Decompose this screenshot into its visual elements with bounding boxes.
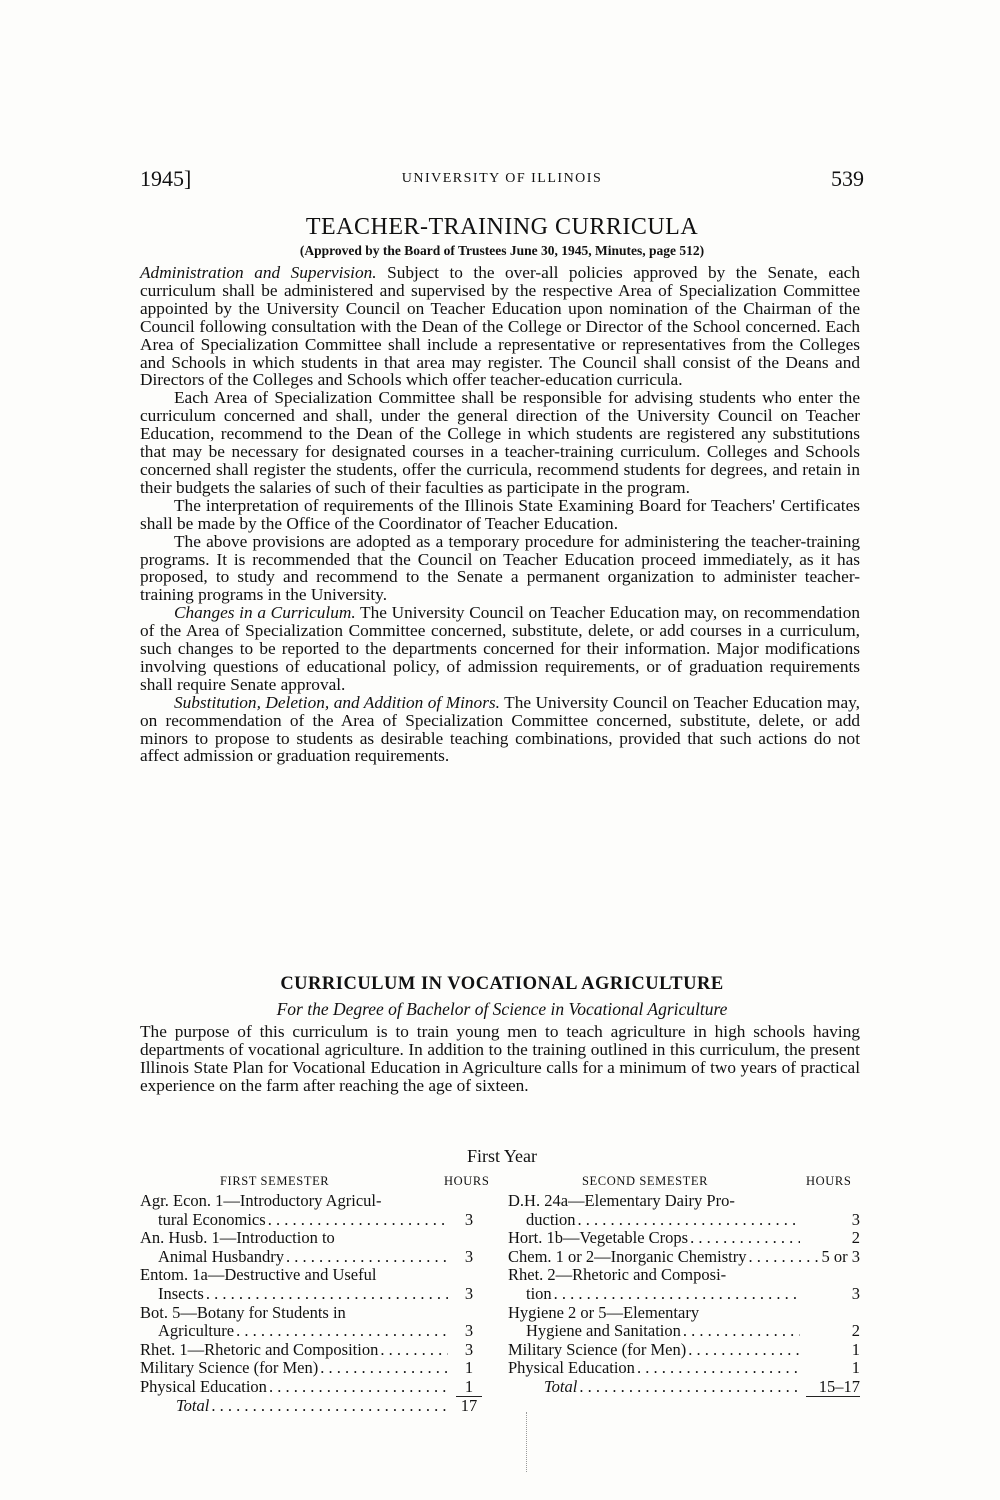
dot-leader <box>209 1397 448 1416</box>
course-name: Chem. 1 or 2—Inorganic Chemistry <box>508 1246 747 1266</box>
approval-note: (Approved by the Board of Trustees June 30, 1945, Minutes, page 512) <box>299 243 705 258</box>
dot-leader <box>267 1378 448 1397</box>
paragraph <box>140 533 860 605</box>
paragraph-lead: Changes in a Curriculum. <box>174 603 356 623</box>
course-hours: 5 or 3 <box>821 1246 860 1266</box>
total-row <box>508 1378 860 1397</box>
course-hours: 3 <box>851 1283 860 1303</box>
first-semester-header: FIRST SEMESTER <box>220 1174 330 1188</box>
paragraph <box>140 604 860 694</box>
course-name-continued: duction <box>526 1209 576 1229</box>
course-hours: 1 <box>464 1376 474 1396</box>
paragraph-text: Subject to the over-all policies approved by the Senate, each curriculum shall be administered and supervised by the respective Area of Specialization Committee appointed by the University Council on Teacher Education upon nomination of the Chairman of the Council following consultation with the Dean of the College or Director of the School concerned. Each Area of Specialization Committee shall include a representative or representatives from the Colleges and Schools in which students in that area may register. The Council shall consist of the Deans and Directors of the Colleges and Schools which offer teacher-education curricula. <box>140 263 860 390</box>
first-semester-hours-header: HOURS <box>444 1174 490 1188</box>
paragraph <box>140 389 860 496</box>
course-row <box>140 1341 486 1360</box>
course-name-continued: Animal Husbandry <box>158 1246 285 1266</box>
dot-leader <box>688 1229 800 1248</box>
course-name-continued: Agriculture <box>158 1321 235 1341</box>
course-name-continued: tural Economics <box>158 1209 266 1229</box>
course-hours: 1 <box>464 1358 474 1378</box>
paragraph <box>140 694 860 766</box>
dot-leader <box>746 1248 817 1267</box>
course-name-continued: Hygiene and Sanitation <box>526 1321 681 1341</box>
course-name-line <box>140 1229 486 1248</box>
course-row <box>140 1378 486 1397</box>
course-row <box>140 1248 486 1267</box>
course-row <box>508 1359 860 1378</box>
body-text <box>140 264 860 765</box>
dot-leader <box>576 1211 801 1230</box>
dot-leader <box>686 1341 800 1360</box>
paragraph-text: The above provisions are adopted as a temporary procedure for administering the teacher-training programs. It is recommended that the Council on Teacher Education proceed immediately, as it has proposed, to study and recommend to the Senate a permanent organization to administer teacher-training programs in the University. <box>140 531 860 605</box>
dot-leader <box>378 1341 448 1360</box>
course-hours: 3 <box>464 1339 474 1359</box>
course-name: Rhet. 1—Rhetoric and Composition <box>140 1339 379 1359</box>
course-hours: 3 <box>464 1321 474 1341</box>
total-label: Total <box>544 1376 578 1396</box>
course-name-continued: Insects <box>158 1283 204 1303</box>
course-hours: 3 <box>851 1209 860 1229</box>
section-subtitle: For the Degree of Bachelor of Science in Vocational Agriculture <box>276 999 728 1019</box>
course-row <box>140 1211 486 1230</box>
dot-leader <box>681 1322 800 1341</box>
course-name-line <box>508 1266 860 1285</box>
total-label: Total <box>176 1395 210 1415</box>
dot-leader <box>234 1322 448 1341</box>
dot-leader <box>577 1378 800 1397</box>
course-name-line <box>508 1304 860 1323</box>
course-name-line <box>140 1192 486 1211</box>
dot-leader <box>284 1248 448 1267</box>
course-name: Physical Education <box>508 1358 635 1378</box>
running-head-title: UNIVERSITY OF ILLINOIS <box>401 171 603 186</box>
course-row <box>508 1229 860 1248</box>
page-title: TEACHER-TRAINING CURRICULA <box>305 214 699 240</box>
course-row <box>508 1248 860 1267</box>
second-semester-hours-header: HOURS <box>806 1174 852 1188</box>
dot-leader <box>204 1285 448 1304</box>
course-name: Agr. Econ. 1—Introductory Agricul- <box>140 1191 382 1210</box>
paragraph-text: The interpretation of requirements of the Illinois State Examining Board for Teachers' Certificates shall be made by the Office of the Coordinator of Teacher Education. <box>140 495 860 533</box>
course-name: Rhet. 2—Rhetoric and Composi- <box>508 1265 727 1285</box>
course-name: Entom. 1a—Destructive and Useful <box>140 1265 377 1285</box>
course-hours: 3 <box>464 1209 474 1229</box>
course-row <box>140 1322 486 1341</box>
section-title: CURRICULUM IN VOCATIONAL AGRICULTURE <box>280 974 724 994</box>
course-hours: 3 <box>464 1283 474 1303</box>
second-semester-header: SECOND SEMESTER <box>582 1174 709 1188</box>
section-intro <box>140 1023 860 1095</box>
dot-leader <box>266 1211 448 1230</box>
course-row <box>508 1211 860 1230</box>
total-rule <box>806 1396 860 1397</box>
dot-leader <box>552 1285 800 1304</box>
page-number: 539 <box>831 166 864 191</box>
course-hours: 1 <box>851 1339 860 1359</box>
running-head-year: 1945] <box>140 166 192 191</box>
course-row <box>140 1285 486 1304</box>
paragraph-lead: Substitution, Deletion, and Addition of Minors. <box>174 692 500 712</box>
course-hours: 3 <box>464 1246 474 1266</box>
first-semester-course-list <box>140 1192 486 1415</box>
course-name-line <box>140 1304 486 1323</box>
year-heading: First Year <box>466 1146 537 1166</box>
paragraph-lead: Administration and Supervision. <box>140 263 377 282</box>
course-row <box>508 1285 860 1304</box>
dot-leader <box>635 1359 800 1378</box>
total-hours: 17 <box>460 1395 478 1415</box>
course-name-continued: tion <box>526 1283 552 1303</box>
course-name: Bot. 5—Botany for Students in <box>140 1302 346 1322</box>
course-hours: 2 <box>851 1321 860 1341</box>
running-head <box>140 166 864 196</box>
paragraph <box>140 497 860 533</box>
total-rule <box>456 1396 482 1397</box>
course-name: Military Science (for Men) <box>508 1339 687 1359</box>
column-divider <box>526 1412 527 1472</box>
paragraph <box>140 264 860 389</box>
paragraph-text: The University Council on Teacher Education may, on recommendation of the Area of Specialization Committee concerned, substitute, delete, or add courses in a curriculum, such changes to be reported to the departments concerned for their information. Major modifications involving questions of educational policy, of admission requirements, or of graduation requirements shall require Senate approval. <box>140 603 860 694</box>
course-row <box>508 1322 860 1341</box>
paragraph-text: The University Council on Teacher Education may, on recommendation of the Area of Specialization Committee concerned, substitute, delete, or add minors to propose to students as desirable teaching combinations, provided that such actions do not affect admission or graduation requirements. <box>140 692 860 766</box>
course-name: Hygiene 2 or 5—Elementary <box>508 1302 700 1322</box>
second-semester-course-list <box>508 1192 860 1397</box>
course-row <box>508 1341 860 1360</box>
course-name: D.H. 24a—Elementary Dairy Pro- <box>508 1191 735 1210</box>
course-name-line <box>508 1192 860 1211</box>
paragraph-text: The purpose of this curriculum is to train young men to teach agriculture in high schools having departments of vocational agriculture. In addition to the training outlined in this curriculum, the present Illinois State Plan for Vocational Education in Agriculture calls for a minimum of two years of practical experience on the farm after reaching the age of sixteen. <box>140 1022 860 1095</box>
course-row <box>140 1359 486 1378</box>
dot-leader <box>318 1359 448 1378</box>
total-row <box>140 1397 486 1416</box>
paragraph-text: Each Area of Specialization Committee shall be responsible for advising students who enter the curriculum concerned and shall, under the general direction of the University Council on Teacher Education, recommend to the Dean of the College in which students are registered any substitutions that may be necessary for designated courses in a teacher-training curriculum. Colleges and Schools concerned shall register the students, offer the curricula, recommend students for degrees, and retain in their budgets the salaries of such of their faculties as participate in the program. <box>140 388 860 497</box>
course-hours: 1 <box>851 1358 860 1378</box>
course-name: Hort. 1b—Vegetable Crops <box>508 1228 689 1248</box>
course-hours: 2 <box>851 1228 860 1248</box>
total-hours: 15–17 <box>818 1376 860 1396</box>
course-name: Military Science (for Men) <box>140 1358 319 1378</box>
course-name: Physical Education <box>140 1376 267 1396</box>
course-name: An. Husb. 1—Introduction to <box>140 1228 335 1248</box>
course-name-line <box>140 1266 486 1285</box>
